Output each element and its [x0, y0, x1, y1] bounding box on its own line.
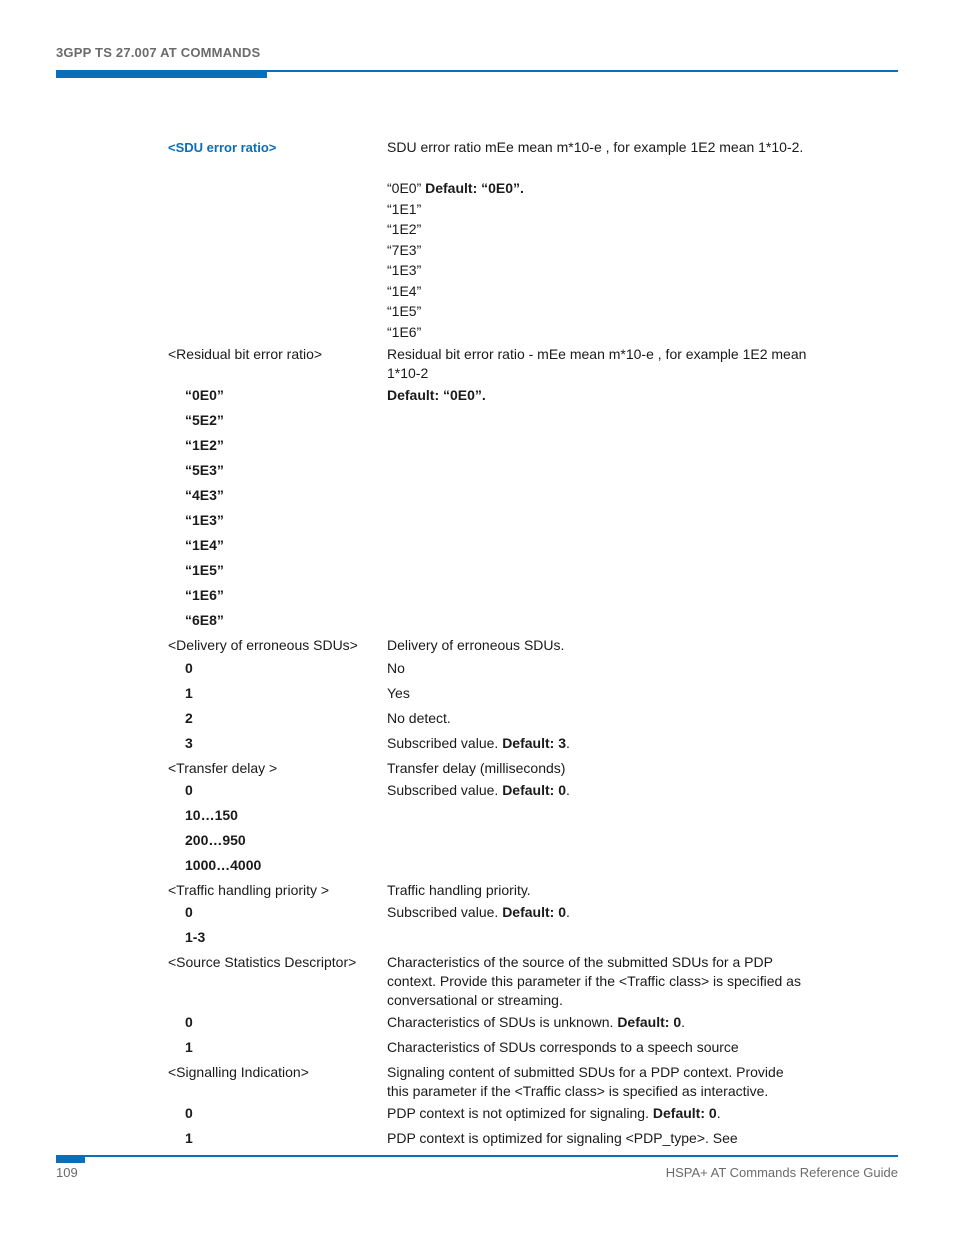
signalling-label: <Signalling Indication> [168, 1064, 309, 1080]
option-text: No detect. [387, 710, 451, 726]
default-value: “0E0” [387, 180, 422, 196]
traffic-priority-label: <Traffic handling priority > [168, 882, 330, 898]
footer-rule [56, 1155, 898, 1157]
option-default: Default: 3 [502, 735, 566, 751]
default-label: Default: “0E0”. [425, 180, 524, 196]
option-text [387, 1013, 807, 1032]
residual-ber-value: “1E6” [185, 587, 224, 603]
option-default: Default: 0 [502, 904, 566, 920]
option-text [387, 734, 807, 753]
option-value: 1-3 [185, 929, 206, 945]
option-text: Yes [387, 685, 410, 701]
delivery-erroneous-description: Delivery of erroneous SDUs. [387, 637, 565, 653]
option-default: Default: 0 [617, 1014, 682, 1030]
option-text-main: Subscribed value. [387, 904, 499, 920]
option-default: Default: 0 [652, 1105, 717, 1121]
option-text-main: Subscribed value. [387, 735, 499, 751]
residual-ber-value: “5E3” [185, 462, 224, 478]
footer-accent-bar [56, 1155, 85, 1163]
option-default: Default: 0 [502, 782, 566, 798]
option-text-main: Subscribed value. [387, 782, 499, 798]
option-value: 1 [185, 1039, 193, 1055]
sdu-error-ratio-value: “1E5” [387, 303, 422, 319]
traffic-priority-description: Traffic handling priority. [387, 882, 531, 898]
option-value: 0 [185, 782, 193, 798]
residual-ber-value: “6E8” [185, 612, 224, 628]
residual-ber-label: <Residual bit error ratio> [168, 346, 323, 362]
sdu-error-ratio-link[interactable]: <SDU error ratio> [168, 140, 277, 155]
option-value: 0 [185, 1014, 193, 1030]
residual-ber-value: “1E3” [185, 512, 224, 528]
sdu-error-ratio-value: “1E1” [387, 201, 422, 217]
transfer-delay-label: <Transfer delay > [168, 760, 278, 776]
option-value: 200…950 [185, 832, 246, 848]
transfer-delay-description: Transfer delay (milliseconds) [387, 760, 566, 776]
option-value: 3 [185, 735, 193, 751]
option-text [387, 1104, 807, 1123]
residual-ber-value: “1E2” [185, 437, 224, 453]
sdu-error-ratio-default [387, 179, 807, 198]
option-value: 1000…4000 [185, 857, 262, 873]
option-value: 10…150 [185, 807, 238, 823]
signalling-description: Signaling content of submitted SDUs for a PDP context. Provide this parameter if the <Traffic class> is specified as interactive. [387, 1064, 784, 1099]
source-stats-description: Characteristics of the source of the submitted SDUs for a PDP context. Provide this parameter if the <Traffic class> is specified as conversational or streaming. [387, 954, 801, 1008]
header-accent-bar [56, 70, 267, 78]
residual-ber-value: “0E0” [185, 387, 224, 403]
sdu-error-ratio-value: “1E2” [387, 221, 422, 237]
option-text: Characteristics of SDUs corresponds to a speech source [387, 1039, 739, 1055]
residual-ber-value: “5E2” [185, 412, 224, 428]
sdu-error-ratio-description: SDU error ratio mEe mean m*10-e , for example 1E2 mean 1*10-2. [387, 139, 804, 155]
sdu-error-ratio-value: “7E3” [387, 242, 422, 258]
residual-ber-value: “1E5” [185, 562, 224, 578]
header-title: 3GPP TS 27.007 AT COMMANDS [56, 45, 261, 60]
option-end: . [681, 1014, 685, 1030]
page-number: 109 [56, 1165, 78, 1180]
option-end: . [716, 1105, 721, 1121]
option-value: 1 [185, 1130, 193, 1146]
residual-ber-default: Default: “0E0”. [387, 387, 486, 403]
option-value: 0 [185, 1105, 193, 1121]
option-value: 2 [185, 710, 193, 726]
sdu-error-ratio-value: “1E4” [387, 283, 422, 299]
option-end: . [565, 782, 570, 798]
option-text-main: Characteristics of SDUs is unknown. [387, 1014, 614, 1030]
option-value: 1 [185, 685, 193, 701]
sdu-error-ratio-value: “1E6” [387, 324, 422, 340]
residual-ber-description: Residual bit error ratio - mEe mean m*10-e , for example 1E2 mean 1*10-2 [387, 346, 807, 381]
option-text: PDP context is optimized for signaling <PDP_type>. See [387, 1130, 738, 1146]
delivery-erroneous-label: <Delivery of erroneous SDUs> [168, 637, 358, 653]
residual-ber-value: “4E3” [185, 487, 224, 503]
sdu-error-ratio-value: “1E3” [387, 262, 422, 278]
option-end: . [565, 735, 570, 751]
option-text [387, 903, 807, 922]
footer-guide-title: HSPA+ AT Commands Reference Guide [665, 1165, 898, 1180]
option-value: 0 [185, 660, 193, 676]
residual-ber-value: “1E4” [185, 537, 224, 553]
option-text-main: PDP context is not optimized for signaling. [387, 1105, 649, 1121]
option-text: No [387, 660, 405, 676]
option-end: . [565, 904, 570, 920]
source-stats-label: <Source Statistics Descriptor> [168, 954, 357, 970]
option-value: 0 [185, 904, 193, 920]
option-text [387, 781, 807, 800]
